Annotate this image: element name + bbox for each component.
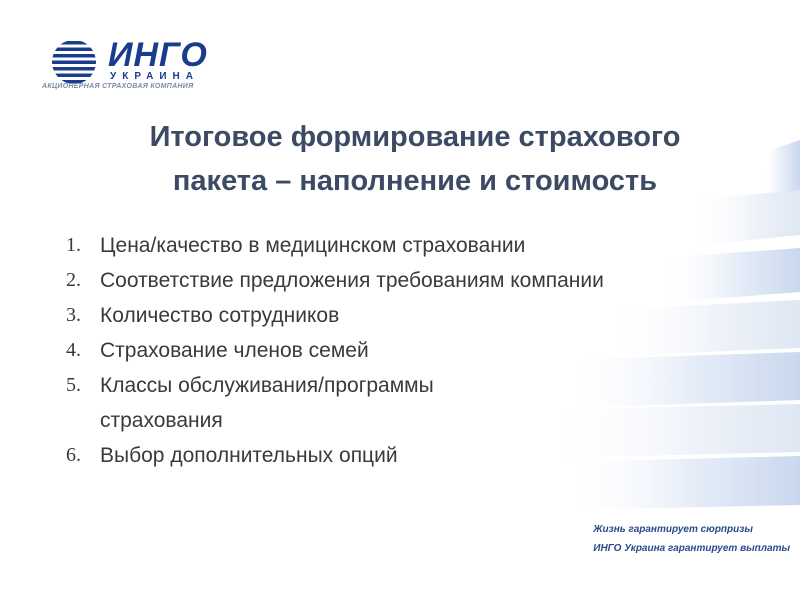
list-item-number: 6. — [66, 444, 81, 466]
list-item-number: 3. — [66, 304, 81, 326]
list-item — [66, 228, 686, 263]
list-item — [66, 298, 686, 333]
list-item-text: Количество сотрудников — [100, 304, 340, 327]
list-item-text: Соответствие предложения требованиям компании — [100, 269, 604, 292]
criteria-list — [66, 228, 686, 473]
slogan — [593, 520, 790, 558]
logo-subtitle: УКРАИНА — [110, 71, 199, 82]
list-item — [66, 263, 686, 298]
list-item-number: 2. — [66, 269, 81, 291]
list-item-text: Классы обслуживания/программы страхования — [100, 374, 434, 432]
striped-globe-icon — [50, 38, 98, 86]
list-item-number: 4. — [66, 339, 81, 361]
slide-title-line-2: пакета – наполнение и стоимость — [172, 165, 658, 197]
list-item-number: 5. — [66, 374, 81, 396]
logo-name: ИНГО — [108, 36, 208, 74]
slide-title-line-1: Итоговое формирование страхового — [149, 121, 681, 153]
list-item-text: Страхование членов семей — [100, 339, 369, 362]
list-item-number: 1. — [66, 234, 81, 256]
logo-tagline: АКЦИОНЕРНАЯ СТРАХОВАЯ КОМПАНИЯ — [42, 83, 194, 90]
list-item — [66, 438, 686, 473]
slide-title — [70, 115, 760, 203]
list-item — [66, 333, 686, 368]
list-item-text: Выбор дополнительных опций — [100, 444, 398, 467]
list-item — [66, 368, 560, 438]
slogan-line-2: ИНГО Украина гарантирует выплаты — [593, 543, 790, 554]
list-item-text: Цена/качество в медицинском страховании — [100, 234, 526, 257]
slogan-line-1: Жизнь гарантирует сюрпризы — [593, 524, 753, 535]
